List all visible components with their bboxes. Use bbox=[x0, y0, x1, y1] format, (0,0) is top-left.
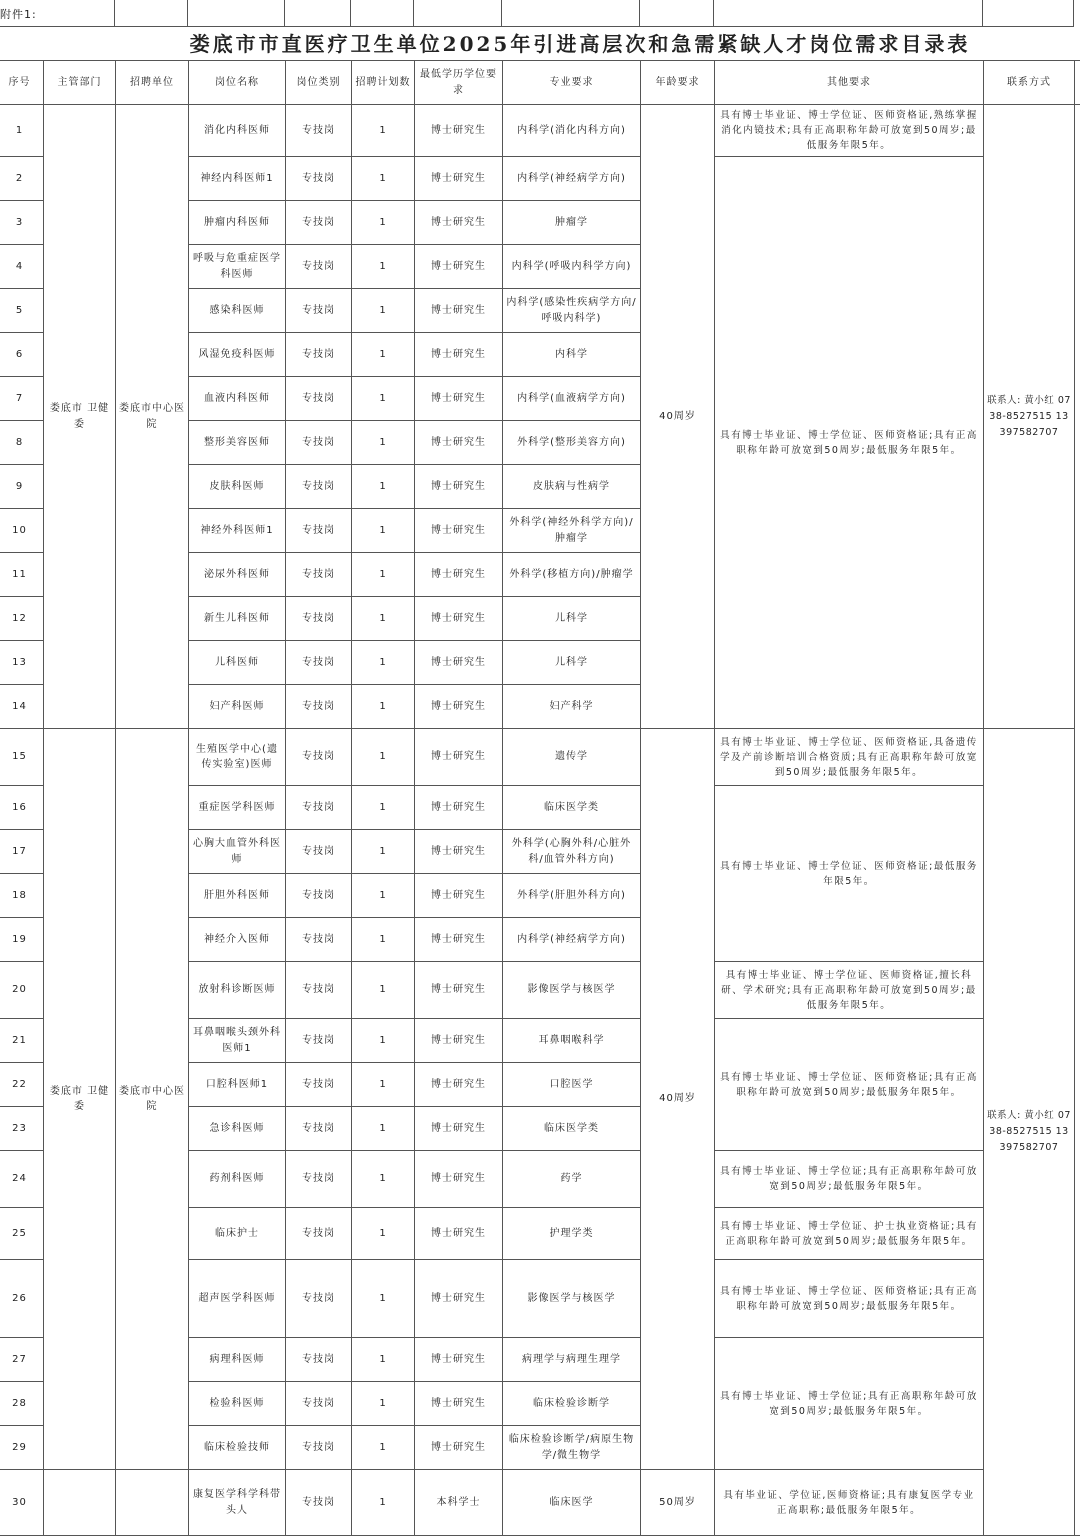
attachment-row bbox=[0, 0, 1080, 28]
post-name-cell: 放射科诊断医师 bbox=[189, 962, 286, 1019]
education-cell: 博士研究生 bbox=[415, 597, 503, 641]
major-cell: 外科学(肝胆外科方向) bbox=[503, 874, 641, 918]
plan-count-cell: 1 bbox=[352, 1063, 415, 1107]
unit-cell: 娄底市中心医院 bbox=[116, 729, 189, 1470]
plan-count-cell: 1 bbox=[352, 333, 415, 377]
major-cell: 内科学(消化内科方向) bbox=[503, 105, 641, 157]
education-cell: 博士研究生 bbox=[415, 377, 503, 421]
education-cell: 博士研究生 bbox=[415, 509, 503, 553]
plan-count-cell: 1 bbox=[352, 1260, 415, 1338]
other-requirements-cell: 具有博士毕业证、博士学位证、医师资格证,熟练掌握消化内镜技术;具有正高职称年龄可放宽到50周岁;最低服务年限5年。 bbox=[715, 105, 984, 157]
plan-count-cell: 1 bbox=[352, 1107, 415, 1151]
post-category-cell: 专技岗 bbox=[286, 1382, 352, 1426]
post-name-cell: 神经介入医师 bbox=[189, 918, 286, 962]
header-post-category: 岗位类别 bbox=[286, 61, 352, 105]
other-requirements-cell: 具有博士毕业证、博士学位证;具有正高职称年龄可放宽到50周岁;最低服务年限5年。 bbox=[715, 1338, 984, 1470]
post-name-cell: 临床护士 bbox=[189, 1208, 286, 1260]
post-category-cell: 专技岗 bbox=[286, 1063, 352, 1107]
education-cell: 博士研究生 bbox=[415, 333, 503, 377]
row-number: 21 bbox=[0, 1019, 44, 1063]
education-cell: 本科学士 bbox=[415, 1470, 503, 1536]
post-category-cell: 专技岗 bbox=[286, 553, 352, 597]
plan-count-cell: 1 bbox=[352, 421, 415, 465]
edge-cell bbox=[1075, 105, 1080, 1536]
row-number: 20 bbox=[0, 962, 44, 1019]
post-category-cell: 专技岗 bbox=[286, 918, 352, 962]
post-category-cell: 专技岗 bbox=[286, 1338, 352, 1382]
education-cell: 博士研究生 bbox=[415, 729, 503, 786]
post-category-cell: 专技岗 bbox=[286, 509, 352, 553]
post-category-cell: 专技岗 bbox=[286, 786, 352, 830]
row-number: 17 bbox=[0, 830, 44, 874]
row-number: 29 bbox=[0, 1426, 44, 1470]
major-cell: 外科学(神经外科学方向)/肿瘤学 bbox=[503, 509, 641, 553]
major-cell: 遗传学 bbox=[503, 729, 641, 786]
row-number: 15 bbox=[0, 729, 44, 786]
unit-cell bbox=[116, 1470, 189, 1536]
row-number: 8 bbox=[0, 421, 44, 465]
other-requirements-cell: 具有博士毕业证、博士学位证、护士执业资格证;具有正高职称年龄可放宽到50周岁;最低服务年限5年。 bbox=[715, 1208, 984, 1260]
post-name-cell: 皮肤科医师 bbox=[189, 465, 286, 509]
post-name-cell: 整形美容医师 bbox=[189, 421, 286, 465]
post-category-cell: 专技岗 bbox=[286, 1019, 352, 1063]
age-cell: 50周岁 bbox=[641, 1470, 715, 1536]
row-number: 12 bbox=[0, 597, 44, 641]
row-number: 2 bbox=[0, 157, 44, 201]
education-cell: 博士研究生 bbox=[415, 1260, 503, 1338]
post-category-cell: 专技岗 bbox=[286, 465, 352, 509]
education-cell: 博士研究生 bbox=[415, 289, 503, 333]
post-name-cell: 肝胆外科医师 bbox=[189, 874, 286, 918]
plan-count-cell: 1 bbox=[352, 553, 415, 597]
row-number: 19 bbox=[0, 918, 44, 962]
dept-cell: 娄底市 卫健委 bbox=[44, 105, 116, 729]
post-name-cell: 神经外科医师1 bbox=[189, 509, 286, 553]
header-major: 专业要求 bbox=[503, 61, 641, 105]
major-cell: 内科学(血液病学方向) bbox=[503, 377, 641, 421]
education-cell: 博士研究生 bbox=[415, 1338, 503, 1382]
contact-cell: 联系人: 黄小红 0738-8527515 13397582707 bbox=[984, 105, 1075, 729]
post-name-cell: 超声医学科医师 bbox=[189, 1260, 286, 1338]
post-category-cell: 专技岗 bbox=[286, 641, 352, 685]
education-cell: 博士研究生 bbox=[415, 830, 503, 874]
post-category-cell: 专技岗 bbox=[286, 729, 352, 786]
row-number: 26 bbox=[0, 1260, 44, 1338]
major-cell: 内科学(感染性疾病学方向/呼吸内科学) bbox=[503, 289, 641, 333]
other-requirements-cell: 具有博士毕业证、博士学位证、医师资格证;具有正高职称年龄可放宽到50周岁;最低服务年限5年。 bbox=[715, 1260, 984, 1338]
header-age: 年龄要求 bbox=[641, 61, 715, 105]
dept-cell bbox=[44, 1470, 116, 1536]
plan-count-cell: 1 bbox=[352, 786, 415, 830]
post-category-cell: 专技岗 bbox=[286, 377, 352, 421]
plan-count-cell: 1 bbox=[352, 157, 415, 201]
table-row bbox=[0, 729, 1080, 786]
major-cell: 临床检验诊断学/病原生物学/微生物学 bbox=[503, 1426, 641, 1470]
major-cell: 临床医学类 bbox=[503, 1107, 641, 1151]
major-cell: 病理学与病理生理学 bbox=[503, 1338, 641, 1382]
post-name-cell: 康复医学科学科带头人 bbox=[189, 1470, 286, 1536]
education-cell: 博士研究生 bbox=[415, 1382, 503, 1426]
education-cell: 博士研究生 bbox=[415, 201, 503, 245]
education-cell: 博士研究生 bbox=[415, 553, 503, 597]
plan-count-cell: 1 bbox=[352, 962, 415, 1019]
post-category-cell: 专技岗 bbox=[286, 685, 352, 729]
row-number: 7 bbox=[0, 377, 44, 421]
post-name-cell: 重症医学科医师 bbox=[189, 786, 286, 830]
plan-count-cell: 1 bbox=[352, 1151, 415, 1208]
post-category-cell: 专技岗 bbox=[286, 105, 352, 157]
post-name-cell: 口腔科医师1 bbox=[189, 1063, 286, 1107]
plan-count-cell: 1 bbox=[352, 1470, 415, 1536]
row-number: 1 bbox=[0, 105, 44, 157]
row-number: 24 bbox=[0, 1151, 44, 1208]
dept-cell: 娄底市 卫健委 bbox=[44, 729, 116, 1470]
post-category-cell: 专技岗 bbox=[286, 962, 352, 1019]
post-category-cell: 专技岗 bbox=[286, 1107, 352, 1151]
post-name-cell: 急诊科医师 bbox=[189, 1107, 286, 1151]
row-number: 5 bbox=[0, 289, 44, 333]
header-unit: 招聘单位 bbox=[116, 61, 189, 105]
row-number: 18 bbox=[0, 874, 44, 918]
education-cell: 博士研究生 bbox=[415, 1151, 503, 1208]
major-cell: 临床医学类 bbox=[503, 786, 641, 830]
education-cell: 博士研究生 bbox=[415, 245, 503, 289]
plan-count-cell: 1 bbox=[352, 245, 415, 289]
major-cell: 内科学(呼吸内科学方向) bbox=[503, 245, 641, 289]
major-cell: 妇产科学 bbox=[503, 685, 641, 729]
age-cell: 40周岁 bbox=[641, 105, 715, 729]
header-post-name: 岗位名称 bbox=[189, 61, 286, 105]
major-cell: 耳鼻咽喉科学 bbox=[503, 1019, 641, 1063]
major-cell: 护理学类 bbox=[503, 1208, 641, 1260]
post-category-cell: 专技岗 bbox=[286, 421, 352, 465]
row-number: 25 bbox=[0, 1208, 44, 1260]
plan-count-cell: 1 bbox=[352, 1208, 415, 1260]
education-cell: 博士研究生 bbox=[415, 157, 503, 201]
plan-count-cell: 1 bbox=[352, 1426, 415, 1470]
plan-count-cell: 1 bbox=[352, 465, 415, 509]
major-cell: 药学 bbox=[503, 1151, 641, 1208]
major-cell: 儿科学 bbox=[503, 641, 641, 685]
row-number: 4 bbox=[0, 245, 44, 289]
post-category-cell: 专技岗 bbox=[286, 245, 352, 289]
post-name-cell: 神经内科医师1 bbox=[189, 157, 286, 201]
plan-count-cell: 1 bbox=[352, 685, 415, 729]
education-cell: 博士研究生 bbox=[415, 1107, 503, 1151]
post-name-cell: 血液内科医师 bbox=[189, 377, 286, 421]
post-category-cell: 专技岗 bbox=[286, 333, 352, 377]
positions-table bbox=[0, 60, 1080, 1536]
header-plan-count: 招聘计划数 bbox=[352, 61, 415, 105]
row-number: 23 bbox=[0, 1107, 44, 1151]
contact-cell: 联系人: 黄小红 0738-8527515 13397582707 bbox=[984, 729, 1075, 1536]
row-number: 3 bbox=[0, 201, 44, 245]
post-name-cell: 肿瘤内科医师 bbox=[189, 201, 286, 245]
header-seq: 序号 bbox=[0, 61, 44, 105]
education-cell: 博士研究生 bbox=[415, 786, 503, 830]
major-cell: 临床检验诊断学 bbox=[503, 1382, 641, 1426]
plan-count-cell: 1 bbox=[352, 1338, 415, 1382]
education-cell: 博士研究生 bbox=[415, 105, 503, 157]
post-category-cell: 专技岗 bbox=[286, 157, 352, 201]
unit-cell: 娄底市中心医院 bbox=[116, 105, 189, 729]
post-name-cell: 新生儿科医师 bbox=[189, 597, 286, 641]
other-requirements-cell: 具有毕业证、学位证,医师资格证;具有康复医学专业正高职称;最低服务年限5年。 bbox=[715, 1470, 984, 1536]
major-cell: 皮肤病与性病学 bbox=[503, 465, 641, 509]
row-number: 14 bbox=[0, 685, 44, 729]
row-number: 16 bbox=[0, 786, 44, 830]
post-category-cell: 专技岗 bbox=[286, 1470, 352, 1536]
education-cell: 博士研究生 bbox=[415, 465, 503, 509]
education-cell: 博士研究生 bbox=[415, 641, 503, 685]
age-cell: 40周岁 bbox=[641, 729, 715, 1470]
post-category-cell: 专技岗 bbox=[286, 830, 352, 874]
education-cell: 博士研究生 bbox=[415, 962, 503, 1019]
plan-count-cell: 1 bbox=[352, 597, 415, 641]
plan-count-cell: 1 bbox=[352, 1382, 415, 1426]
major-cell: 内科学 bbox=[503, 333, 641, 377]
education-cell: 博士研究生 bbox=[415, 1426, 503, 1470]
post-category-cell: 专技岗 bbox=[286, 874, 352, 918]
post-name-cell: 临床检验技师 bbox=[189, 1426, 286, 1470]
plan-count-cell: 1 bbox=[352, 729, 415, 786]
post-category-cell: 专技岗 bbox=[286, 1208, 352, 1260]
plan-count-cell: 1 bbox=[352, 918, 415, 962]
other-requirements-cell: 具有博士毕业证、博士学位证、医师资格证;最低服务年限5年。 bbox=[715, 786, 984, 962]
major-cell: 外科学(心胸外科/心脏外科/血管外科方向) bbox=[503, 830, 641, 874]
post-category-cell: 专技岗 bbox=[286, 201, 352, 245]
row-number: 13 bbox=[0, 641, 44, 685]
header-contact: 联系方式 bbox=[984, 61, 1075, 105]
post-name-cell: 消化内科医师 bbox=[189, 105, 286, 157]
post-category-cell: 专技岗 bbox=[286, 597, 352, 641]
row-number: 27 bbox=[0, 1338, 44, 1382]
plan-count-cell: 1 bbox=[352, 874, 415, 918]
plan-count-cell: 1 bbox=[352, 105, 415, 157]
post-category-cell: 专技岗 bbox=[286, 289, 352, 333]
table-row bbox=[0, 105, 1080, 157]
post-category-cell: 专技岗 bbox=[286, 1151, 352, 1208]
major-cell: 影像医学与核医学 bbox=[503, 1260, 641, 1338]
plan-count-cell: 1 bbox=[352, 509, 415, 553]
post-name-cell: 病理科医师 bbox=[189, 1338, 286, 1382]
major-cell: 内科学(神经病学方向) bbox=[503, 157, 641, 201]
post-name-cell: 呼吸与危重症医学科医师 bbox=[189, 245, 286, 289]
other-requirements-cell: 具有博士毕业证、博士学位证、医师资格证;具有正高职称年龄可放宽到50周岁;最低服务年限5年。 bbox=[715, 1019, 984, 1151]
post-name-cell: 检验科医师 bbox=[189, 1382, 286, 1426]
other-requirements-cell: 具有博士毕业证、博士学位证、医师资格证;具有正高职称年龄可放宽到50周岁;最低服务年限5年。 bbox=[715, 157, 984, 729]
row-number: 30 bbox=[0, 1470, 44, 1536]
post-name-cell: 风湿免疫科医师 bbox=[189, 333, 286, 377]
education-cell: 博士研究生 bbox=[415, 1208, 503, 1260]
post-name-cell: 泌尿外科医师 bbox=[189, 553, 286, 597]
row-number: 6 bbox=[0, 333, 44, 377]
major-cell: 口腔医学 bbox=[503, 1063, 641, 1107]
row-number: 22 bbox=[0, 1063, 44, 1107]
header-other: 其他要求 bbox=[715, 61, 984, 105]
education-cell: 博士研究生 bbox=[415, 421, 503, 465]
attachment-label: 附件1: bbox=[0, 8, 37, 21]
education-cell: 博士研究生 bbox=[415, 918, 503, 962]
post-name-cell: 药剂科医师 bbox=[189, 1151, 286, 1208]
major-cell: 肿瘤学 bbox=[503, 201, 641, 245]
plan-count-cell: 1 bbox=[352, 289, 415, 333]
post-category-cell: 专技岗 bbox=[286, 1260, 352, 1338]
header-dept: 主管部门 bbox=[44, 61, 116, 105]
post-name-cell: 生殖医学中心(遗传实验室)医师 bbox=[189, 729, 286, 786]
post-name-cell: 儿科医师 bbox=[189, 641, 286, 685]
plan-count-cell: 1 bbox=[352, 1019, 415, 1063]
post-name-cell: 妇产科医师 bbox=[189, 685, 286, 729]
education-cell: 博士研究生 bbox=[415, 1063, 503, 1107]
row-number: 10 bbox=[0, 509, 44, 553]
header-row bbox=[0, 61, 1080, 105]
plan-count-cell: 1 bbox=[352, 377, 415, 421]
post-name-cell: 心胸大血管外科医师 bbox=[189, 830, 286, 874]
major-cell: 内科学(神经病学方向) bbox=[503, 918, 641, 962]
other-requirements-cell: 具有博士毕业证、博士学位证;具有正高职称年龄可放宽到50周岁;最低服务年限5年。 bbox=[715, 1151, 984, 1208]
row-number: 11 bbox=[0, 553, 44, 597]
education-cell: 博士研究生 bbox=[415, 874, 503, 918]
row-number: 28 bbox=[0, 1382, 44, 1426]
header-education: 最低学历学位要求 bbox=[415, 61, 503, 105]
major-cell: 影像医学与核医学 bbox=[503, 962, 641, 1019]
other-requirements-cell: 具有博士毕业证、博士学位证、医师资格证,具备遗传学及产前诊断培训合格资质;具有正高职称年龄可放宽到50周岁;最低服务年限5年。 bbox=[715, 729, 984, 786]
page-title: 娄底市市直医疗卫生单位2025年引进高层次和急需紧缺人才岗位需求目录表 bbox=[189, 32, 971, 56]
major-cell: 外科学(整形美容方向) bbox=[503, 421, 641, 465]
major-cell: 儿科学 bbox=[503, 597, 641, 641]
plan-count-cell: 1 bbox=[352, 201, 415, 245]
education-cell: 博士研究生 bbox=[415, 685, 503, 729]
other-requirements-cell: 具有博士毕业证、博士学位证、医师资格证,擅长科研、学术研究;具有正高职称年龄可放宽到50周岁;最低服务年限5年。 bbox=[715, 962, 984, 1019]
row-number: 9 bbox=[0, 465, 44, 509]
table-row bbox=[0, 1470, 1080, 1536]
post-name-cell: 耳鼻咽喉头颈外科医师1 bbox=[189, 1019, 286, 1063]
plan-count-cell: 1 bbox=[352, 641, 415, 685]
plan-count-cell: 1 bbox=[352, 830, 415, 874]
major-cell: 外科学(移植方向)/肿瘤学 bbox=[503, 553, 641, 597]
post-category-cell: 专技岗 bbox=[286, 1426, 352, 1470]
major-cell: 临床医学 bbox=[503, 1470, 641, 1536]
education-cell: 博士研究生 bbox=[415, 1019, 503, 1063]
post-name-cell: 感染科医师 bbox=[189, 289, 286, 333]
